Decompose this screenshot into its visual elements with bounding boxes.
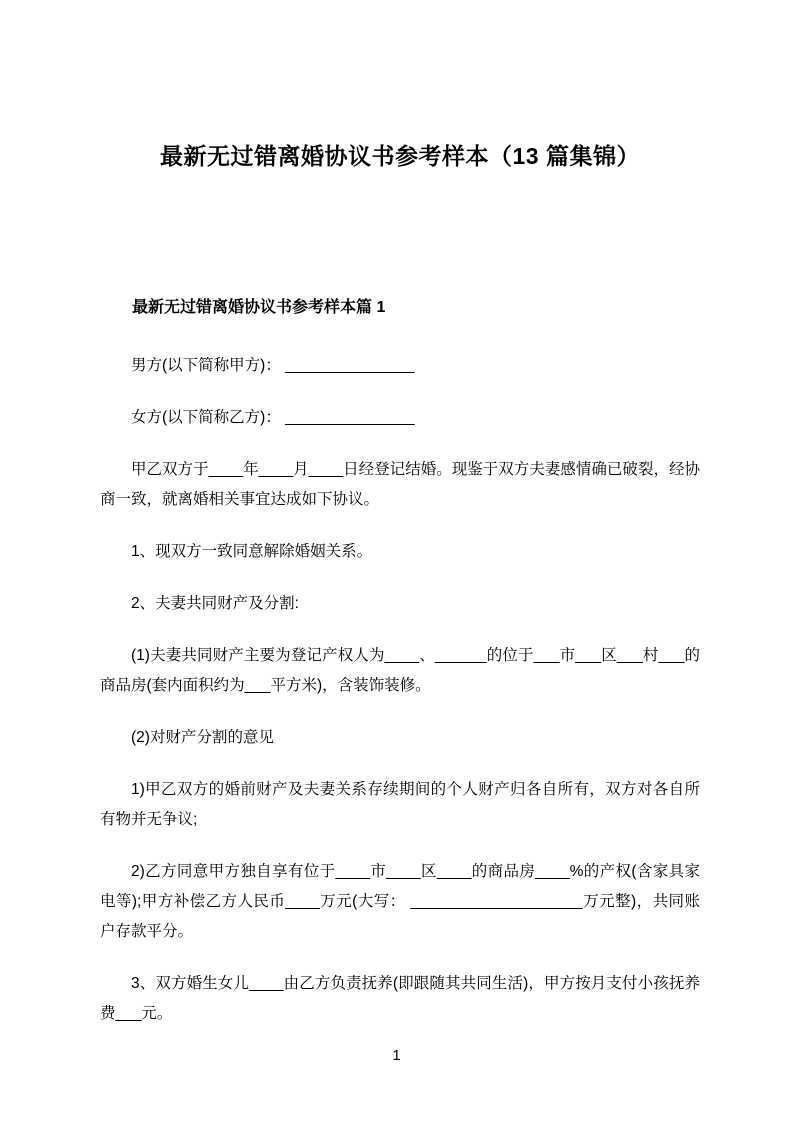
paragraph-party-a: 男方(以下简称甲方)： _______________ [131,357,415,374]
page-number: 1 [392,1047,401,1064]
paragraph-clause-1: 1、现双方一致同意解除婚姻关系。 [131,543,373,560]
paragraph-clause-2-item-2-sub-1: 1)甲乙双方的婚前财产及夫妻关系存续期间的个人财产归各自所有，双方对各自所有物并无争议; [100,781,700,828]
paragraph-clause-2-item-2: (2)对财产分割的意见 [131,729,274,746]
paragraph-clause-2: 2、夫妻共同财产及分割: [131,595,299,612]
section-heading: 最新无过错离婚协议书参考样本篇 1 [132,299,386,316]
document-title: 最新无过错离婚协议书参考样本（13 篇集锦） [160,143,640,169]
document-body [100,293,700,1029]
paragraph-clause-2-item-1: (1)夫妻共同财产主要为登记产权人为____、______的位于___市___区___村___的商品房(套内面积约为___平方米)，含装饰装修。 [100,647,700,694]
paragraph-preamble: 甲乙双方于____年____月____日经登记结婚。现鉴于双方夫妻感情确已破裂，经协商一致，就离婚相关事宜达成如下协议。 [100,461,700,508]
paragraph-clause-3: 3、双方婚生女儿____由乙方负责抚养(即跟随其共同生活)，甲方按月支付小孩抚养费___元。 [100,975,700,1022]
paragraph-party-b: 女方(以下简称乙方)： _______________ [131,409,415,426]
paragraph-clause-2-item-2-sub-2: 2)乙方同意甲方独自享有位于____市____区____的商品房____%的产权(含家具家电等);甲方补偿乙方人民币____万元(大写： ____________________万元整)，共同账户存款平分。 [100,863,700,940]
